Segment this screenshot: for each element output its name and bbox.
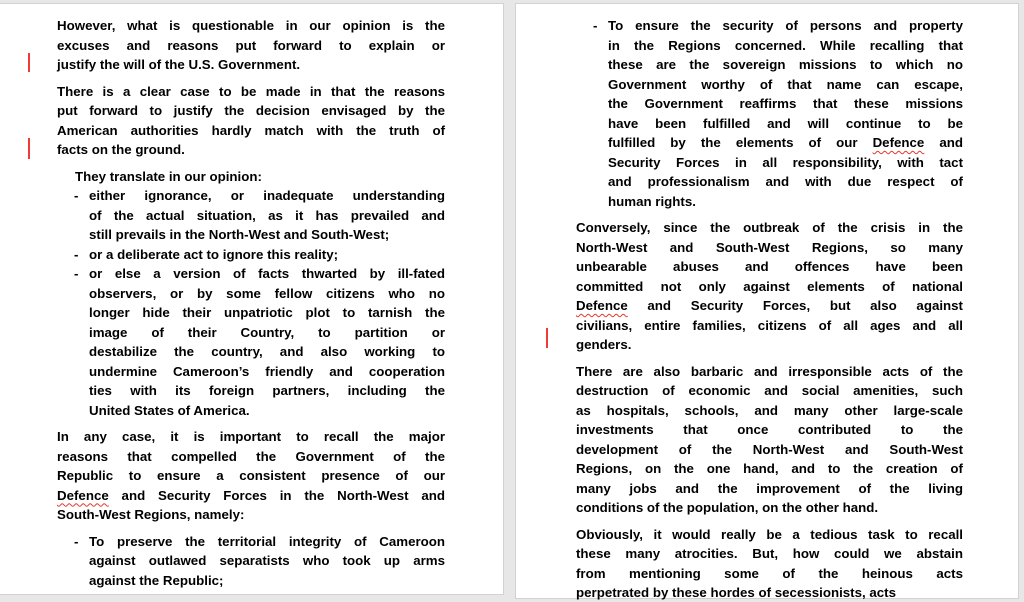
bullet-item[interactable] xyxy=(57,264,445,420)
text-line[interactable]: investments that once contributed to the xyxy=(576,422,963,437)
bullet-item[interactable] xyxy=(57,245,445,265)
bullet-dash-icon: - xyxy=(74,246,79,262)
text-line[interactable]: Regions, on the one hand, and to the creation of xyxy=(576,461,963,476)
text-line[interactable]: There are also barbaric and irresponsible acts of the xyxy=(576,363,963,379)
text-line[interactable]: still prevails in the North-West and South-West; xyxy=(89,227,390,242)
text-line[interactable]: facts on the ground. xyxy=(57,142,185,157)
paragraph[interactable] xyxy=(576,218,963,355)
text-line[interactable]: these many atrocities. But, how could we abstain xyxy=(576,546,963,561)
paragraph[interactable] xyxy=(75,167,445,187)
bullet-item[interactable] xyxy=(57,186,445,245)
text-line[interactable]: However, what is questionable in our opinion is the xyxy=(57,18,445,33)
text-line[interactable]: unbearable abuses and offences have been xyxy=(576,259,963,274)
text-line[interactable]: Government worthy of that name can escape, xyxy=(608,76,963,92)
page-right-text-content[interactable] xyxy=(576,16,963,602)
text-line[interactable]: perpetrated by these hordes of secessionists, acts xyxy=(576,585,896,600)
text-line[interactable]: many jobs and the improvement of the living xyxy=(576,480,963,496)
text-line[interactable]: excuses and reasons put forward to explain or xyxy=(57,37,445,53)
text-line[interactable]: To ensure the security of persons and property xyxy=(608,18,963,33)
text-line[interactable]: Defence and Security Forces in the North-West and xyxy=(57,487,445,503)
text-line[interactable]: as hospitals, schools, and many other large-scale xyxy=(576,402,963,418)
bullet-dash-icon: - xyxy=(593,18,598,33)
text-line[interactable]: There is a clear case to be made in that the reasons xyxy=(57,83,445,99)
text-line[interactable]: genders. xyxy=(576,337,632,352)
text-line[interactable]: these are the sovereign missions to which no xyxy=(608,57,963,72)
text-line[interactable]: observers, or by some fellow citizens who no xyxy=(89,285,445,301)
change-bar xyxy=(28,53,30,72)
text-line[interactable]: United States of America. xyxy=(89,402,250,418)
text-line[interactable]: in the Regions concerned. While recalling that xyxy=(608,37,963,53)
text-line[interactable]: against outlawed separatists who took up arms xyxy=(89,553,445,568)
text-line[interactable]: or a deliberate act to ignore this reality; xyxy=(89,246,339,262)
text-line[interactable]: reasons that compelled the Government of the xyxy=(57,448,445,464)
misspelled-word[interactable]: Defence xyxy=(872,135,925,150)
text-line[interactable]: justify the will of the U.S. Government. xyxy=(57,57,301,72)
text-line[interactable]: American authorities hardly match with the truth of xyxy=(57,122,445,138)
page-left-text-content[interactable] xyxy=(57,16,445,590)
text-line[interactable]: and professionalism and with due respect of xyxy=(608,174,963,189)
text-line[interactable]: Conversely, since the outbreak of the crisis in the xyxy=(576,220,963,235)
paragraph[interactable] xyxy=(57,16,445,75)
text-line[interactable]: Obviously, it would really be a tedious task to recall xyxy=(576,526,963,542)
text-line[interactable]: or else a version of facts thwarted by ill-fated xyxy=(89,266,445,281)
text-line[interactable]: development of the North-West and South-West xyxy=(576,441,963,457)
change-bar xyxy=(28,138,30,159)
document-page-left[interactable] xyxy=(0,3,504,595)
bullet-dash-icon: - xyxy=(74,533,79,549)
text-line[interactable]: ties with its foreign partners, including the xyxy=(89,383,445,398)
text-line[interactable]: either ignorance, or inadequate understanding xyxy=(89,188,445,203)
text-line[interactable]: image of their Country, to partition or xyxy=(89,324,445,340)
text-line[interactable]: human rights. xyxy=(608,193,696,209)
text-line[interactable]: the Government reaffirms that these missions xyxy=(608,96,963,111)
document-page-right[interactable] xyxy=(515,3,1019,599)
text-line[interactable]: destruction of economic and social amenities, such xyxy=(576,383,963,398)
text-line[interactable]: longer hide their unpatriotic plot to tarnish the xyxy=(89,305,445,320)
text-line[interactable]: To preserve the territorial integrity of Cameroon xyxy=(89,533,445,549)
text-line[interactable]: committed not only against elements of national xyxy=(576,278,963,294)
text-line[interactable]: In any case, it is important to recall the major xyxy=(57,429,445,444)
misspelled-word[interactable]: Defence xyxy=(57,487,109,503)
text-line[interactable]: South-West Regions, namely: xyxy=(57,507,245,522)
text-line[interactable]: They translate in our opinion: xyxy=(75,168,262,184)
text-line[interactable]: Security Forces in all responsibility, with tact xyxy=(608,154,963,170)
bullet-dash-icon: - xyxy=(74,188,79,203)
text-line[interactable]: fulfilled by the elements of our Defence and xyxy=(608,135,963,150)
paragraph[interactable] xyxy=(57,82,445,160)
bullet-dash-icon: - xyxy=(74,266,79,281)
text-line[interactable]: of the actual situation, as it has prevailed and xyxy=(89,207,445,223)
bullet-item[interactable] xyxy=(576,16,963,211)
text-line[interactable]: put forward to justify the decision envisaged by the xyxy=(57,103,445,118)
misspelled-word[interactable]: Defence xyxy=(576,298,628,313)
text-line[interactable]: Defence and Security Forces, but also against xyxy=(576,298,963,313)
bullet-item[interactable] xyxy=(57,532,445,591)
text-line[interactable]: civilians, entire families, citizens of all ages and all xyxy=(576,317,963,333)
text-line[interactable]: undermine Cameroon’s friendly and cooperation xyxy=(89,363,445,379)
paragraph[interactable] xyxy=(576,525,963,602)
text-line[interactable]: have been fulfilled and will continue to be xyxy=(608,115,963,131)
text-line[interactable]: North-West and South-West Regions, so many xyxy=(576,239,963,255)
paragraph[interactable] xyxy=(57,427,445,525)
text-line[interactable]: Republic to ensure a consistent presence of our xyxy=(57,468,445,483)
text-line[interactable]: against the Republic; xyxy=(89,572,224,588)
change-bar xyxy=(546,328,548,348)
text-line[interactable]: conditions of the population, on the other hand. xyxy=(576,500,879,515)
paragraph[interactable] xyxy=(576,362,963,518)
text-line[interactable]: from mentioning some of the heinous acts xyxy=(576,565,963,581)
text-line[interactable]: destabilize the country, and also working to xyxy=(89,344,445,359)
